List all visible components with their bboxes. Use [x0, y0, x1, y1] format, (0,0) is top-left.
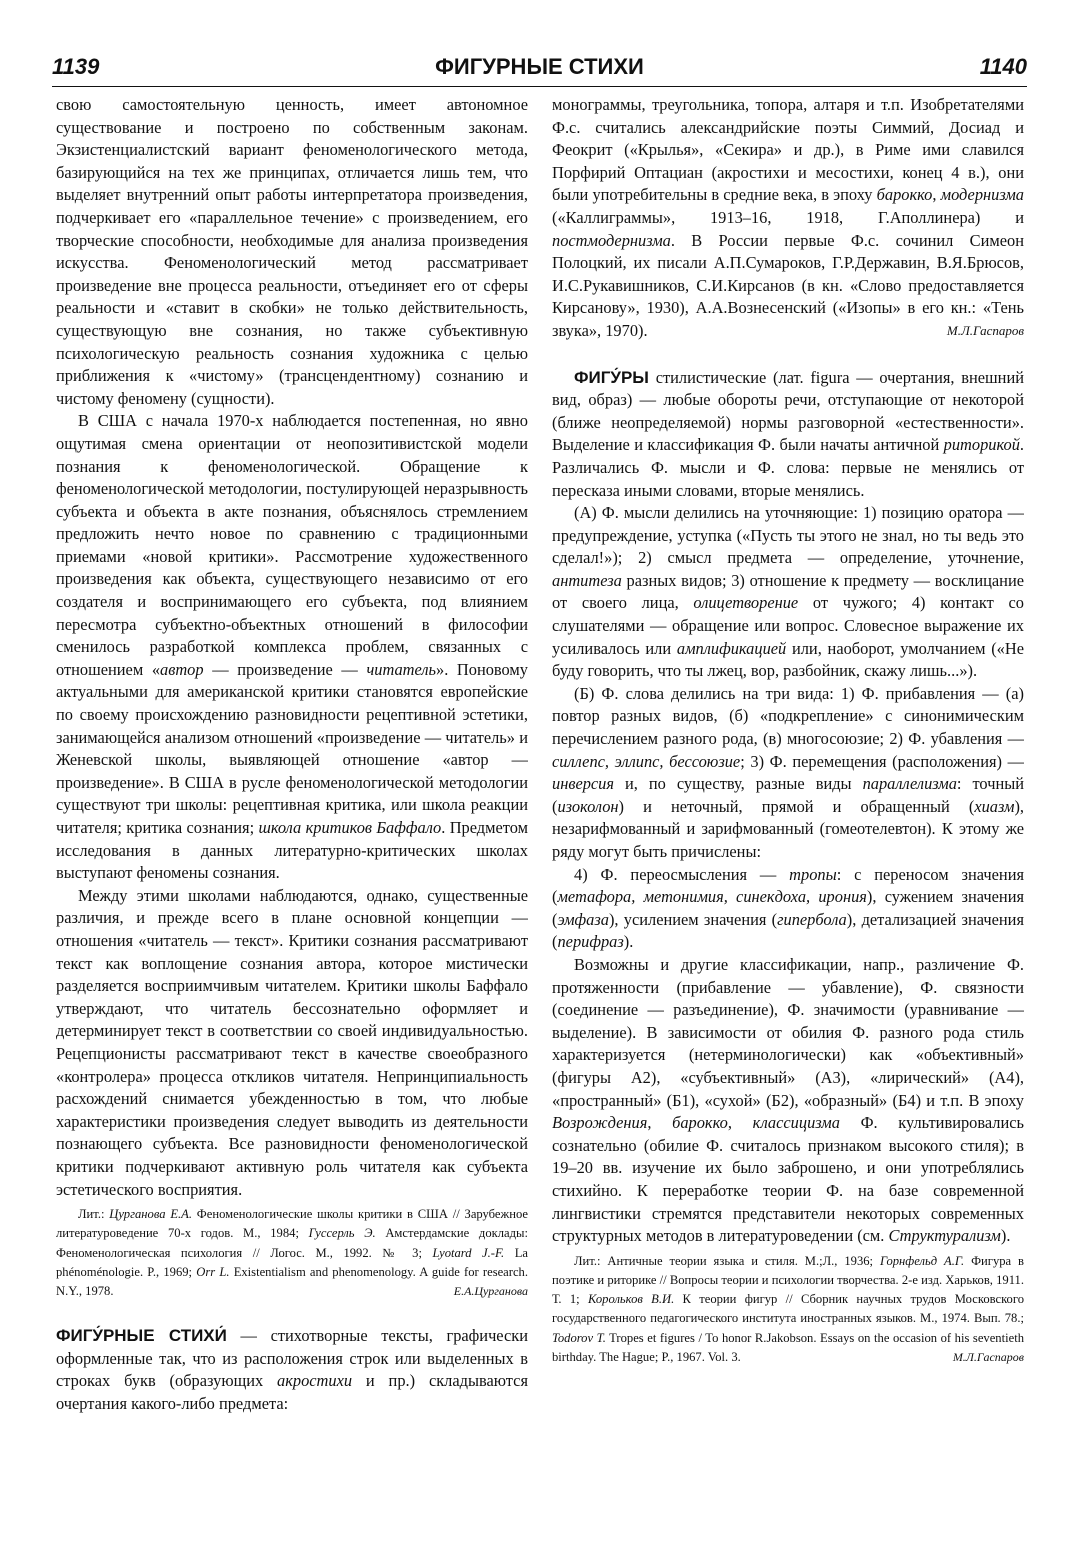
entry-paragraph: ФИГУ́РНЫЕ СТИХИ́ — стихотворные тексты, графически оформленные так, что из расположения строк или выделенных в строках букв (образующих акростихи и пр.) складываются очертания какого-либо предмета: [56, 1326, 528, 1413]
page-number-right: 1140 [979, 54, 1027, 79]
paragraph: свою самостоятельную ценность, имеет автономное существование и построено по собственным законам. Экзистенциалистский вариант феноменологического метода, базирующийся на тех же принципах, отличается лишь тем, что выделяет внутренний опыт работы интерпретатора произведения, подчеркивает его «параллельное течение» с произведением, его творческие способности, необходимые для анализа произведения искусства. Феноменологический метод рассматривает произведение вне процесса реальности, отъединяет его от сферы реальности и «ставит в скобки» не только действительность, существующую вне сознания, но также субъективную психологическую реальность сознания художника с целью приближения к «чистому» (трансцендентному) сознанию и чистому феномену (сущности). [56, 95, 528, 408]
bibliography: Лит.: Цурганова Е.А. Феноменологические школы критики в США // Зарубежное литературоведение 70-х годов. М., 1984; Гуссерль Э. Амстердамские доклады: Феноменологическая психология // Логос. М., 1992. № 3; Lyotard J.-F. La phénoménologie. P., 1969; Orr L. Existentialism and phenomenology. A guide for research. N.Y., 1978. Е.А.Цурганова [56, 1205, 528, 1301]
bibliography: Лит.: Античные теории языка и стиля. М.;Л., 1936; Горнфельд А.Г. Фигура в поэтике и риторике // Вопросы теории и психологии творчества. 2-е изд. Харьков, 1911. Т. 1; Корольков В.И. К теории фигур // Сборник научных трудов Московского государственного педагогического института иностранных языков. М., 1974. Вып. 78.; Todorov T. Tropes et figures / To honor R.Jakobson. Essays on the occasion of his seventieth birthday. The Hague; P., 1967. Vol. 3. М.Л.Гаспаров [552, 1252, 1024, 1367]
right-column [552, 94, 1024, 1534]
running-title: ФИГУРНЫЕ СТИХИ [435, 54, 644, 79]
paragraph: монограммы, треугольника, топора, алтаря и т.п. Изобретателями Ф.с. считались александрийские поэты Симмий, Досиад и Феокрит («Крылья», «Секира» и др.), в Риме ими славился Порфирий Оптациан (акростихи и месостихи, конец 4 в.), они были употребительны в средние века, в эпоху барокко, модернизма («Каллиграммы», 1913–16, 1918, Г.Аполлинера) и постмодернизма. В России первые Ф.с. сочинил Симеон Полоцкий, их писали А.П.Сумароков, Г.Р.Державин, В.Я.Брюсов, И.С.Рукавишников, С.И.Кирсанов (в кн. «Слово предоставляется Кирсанову», 1930), А.А.Вознесенский («Изопы» в его кн.: «Тень звука», 1970). М.Л.Гаспаров [552, 94, 1024, 343]
author-signature: М.Л.Гаспаров [946, 322, 1024, 338]
left-column [56, 94, 528, 1534]
paragraph: В США с начала 1970-х наблюдается постепенная, но явно ощутимая смена ориентации от неопозитивистской модели познания к феноменологической. Обращение к феноменологической методологии, постулирующей неразрывность субъекта и объекта в акте познания, объяснялось стремлением предложить нечто новое по сравнению с традиционными приемами «новой критики». Рассмотрение художественного произведения как объекта, существующего независимо от его создателя и воспринимающего его субъекта, под влиянием пересмотра субъектно-объектных отношений в философии сменилось разработкой комплекса проблем, связанных с отношением «автор — произведение — читатель». Поновому актуальными для американской критики становятся европейские по своему происхождению разновидности рецептивной эстетики, занимающейся анализом отношений «произведение — читатель» и Женевской школы, выявляющей отношение «автор — произведение». В США в русле феноменологической методологии существуют три школы: рецептивная критика, или школа реакции читателя; критика сознания; школа критиков Баффало. Предметом исследования в данных литературно-критических школах выступают феномены сознания. [56, 411, 528, 883]
paragraph: 4) Ф. переосмысления — тропы: с переносом значения (метафора, метонимия, синекдоха, ирония), сужением значения (эмфаза), усилением значения (гипербола), детализацией значения (перифраз). [552, 864, 1024, 952]
header-rule [52, 86, 1027, 87]
page-number-left: 1139 [52, 54, 100, 79]
paragraph: (Б) Ф. слова делились на три вида: 1) Ф. прибавления — (а) повтор разных видов, (б) «подкрепление» с синонимическим перечислением разного рода, (в) многосоюзие; 2) Ф. убавления — силлепс, эллипс, бессоюзие; 3) Ф. перемещения (расположения) — инверсия и, по существу, разные виды параллелизма: точный (изоколон) и неточный, прямой и обращенный (хиазм), незарифмованный и зарифмованный (гомеотелевтон). К этому же ряду могут быть причислены: [552, 683, 1024, 861]
entry-headword: ФИГУ́РЫ [574, 367, 649, 387]
author-signature: М.Л.Гаспаров [952, 1349, 1024, 1364]
paragraph: Возможны и другие классификации, напр., различение Ф. протяженности (прибавление — убавление), Ф. связности (соединение — разъединение), Ф. значимости (уравнивание — выделение). В зависимости от обилия Ф. разного рода стиль характеризуется (нетерминологически) как «объективный» (фигуры А2), «субъективный» (А3), «лирический» (А4), «пространный» (Б1), «сухой» (Б2), «образный» (Б4) и т.п. В эпоху Возрождения, барокко, классицизма Ф. культивировались сознательно (обилие Ф. считалось признаком высокого стиля); в 19–20 вв. изучение их было заброшено, и они употреблялись стихийно. К переработке теории Ф. на базе современной лингвистики стремятся представители некоторых современных структурных методов в литературоведении (см. Структурализм). [552, 954, 1024, 1246]
entry-paragraph: ФИГУ́РЫ стилистические (лат. figura — очертания, внешний вид, образ) — любые обороты речи, отступающие от некоторой (ближе неопределяемой) нормы разговорной «естественности». Выделение и классификация Ф. были начаты античной риторикой. Различались Ф. мысли и Ф. слова: первые не менялись от пересказа иными словами, вторые менялись. [552, 367, 1024, 500]
paragraph: Между этими школами наблюдаются, однако, существенные различия, и прежде всего в плане основной концепции — отношения «читатель — текст». Критики сознания рассматривают текст как воплощение сознания автора, которое мистически разделяется восприимчивым читателем. Критики школы Баффало утверждают, что читатель бессознательно оформляет и детерминирует текст в соответствии со своей индивидуальностью. Рецепционисты рассматривают текст в качестве своеобразного «контролера» процесса откликов читателя. Непринципиальность расхождений снимается убежденностью в том, что любые характеристики произведения следует выводить из деятельности познающего субъекта. Все разновидности феноменологической критики подчеркивают активную роль читателя как субъекта эстетического восприятия. [56, 885, 528, 1199]
paragraph: (А) Ф. мысли делились на уточняющие: 1) позицию оратора — предупреждение, уступка («Пусть ты этого не знал, но ты ведь это сделал!»); 2) смысл предмета — определение, уточнение, антитеза разных видов; 3) отношение к предмету — восклицание от своего лица, олицетворение от чужого; 4) контакт со слушателями — обращение или вопрос. Словесное выражение их усиливалось или амплификацией или, наоборот, умолчанием («Не буду говорить, что ты лжец, вор, разбойник, скажу лишь...»). [552, 503, 1024, 681]
page-header [52, 54, 1027, 88]
entry-headword: ФИГУ́РНЫЕ СТИХИ́ [56, 1326, 227, 1346]
author-signature: Е.А.Цурганова [453, 1283, 528, 1298]
